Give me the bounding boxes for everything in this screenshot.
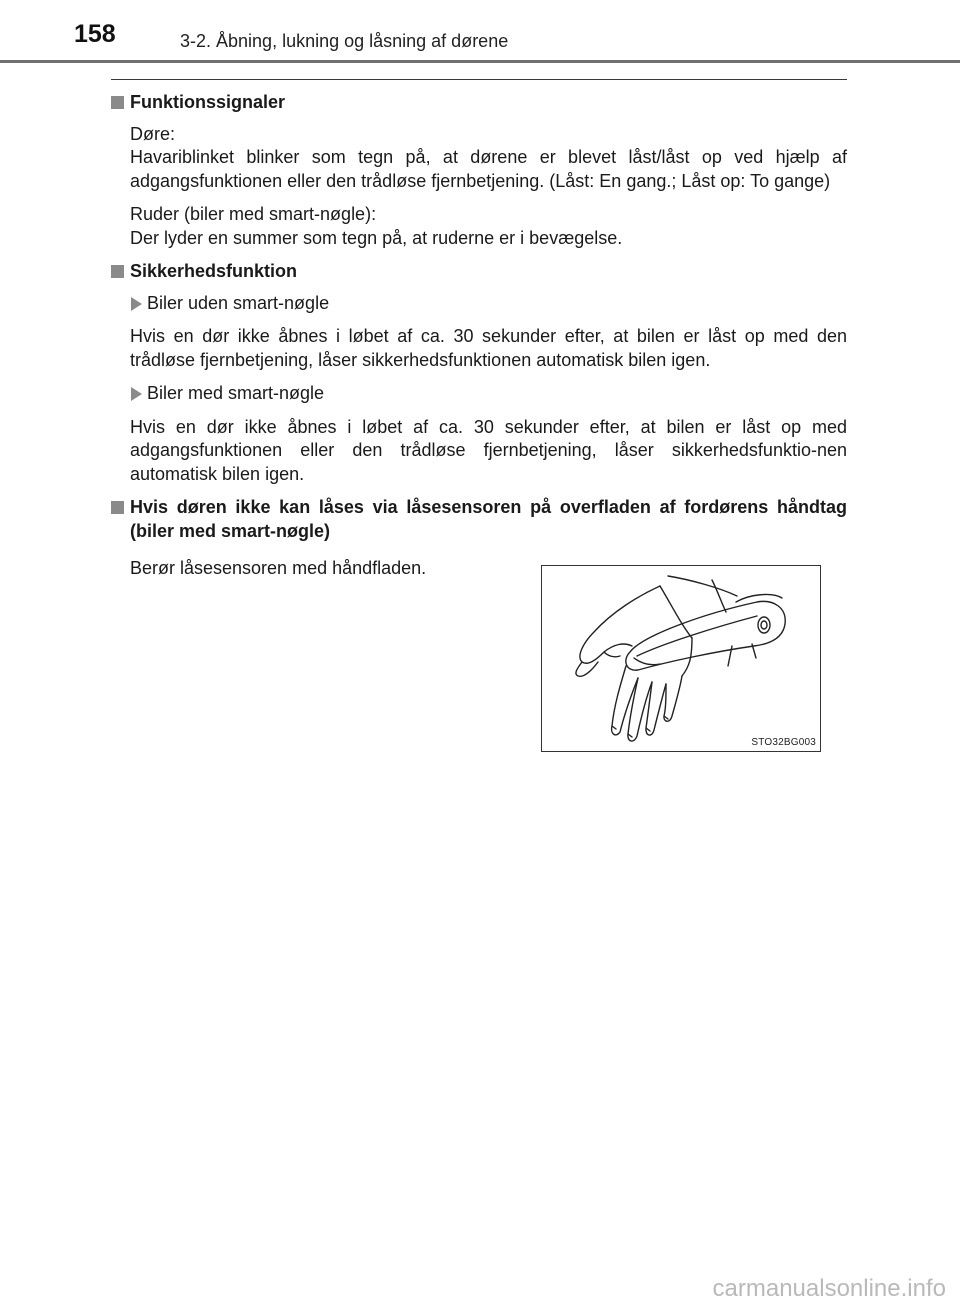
page-content bbox=[111, 91, 847, 581]
hand-on-door-handle-icon bbox=[542, 566, 820, 751]
section-heading-text: Hvis døren ikke kan låses via låsesensoren på overfladen af fordørens håndtag (biler med smart-nøgle) bbox=[130, 497, 847, 541]
square-bullet-icon bbox=[111, 265, 124, 278]
page-number: 158 bbox=[74, 20, 116, 48]
header-divider bbox=[0, 60, 960, 63]
square-bullet-icon bbox=[111, 96, 124, 109]
figure-code: STO32BG003 bbox=[751, 737, 816, 748]
triangle-bullet-icon bbox=[131, 297, 142, 311]
paragraph-windows-label: Ruder (biler med smart-nøgle): bbox=[130, 204, 377, 224]
paragraph-lock-sensor: Berør låsesensoren med håndfladen. bbox=[130, 558, 427, 578]
paragraph-with-smart-key: Hvis en dør ikke åbnes i løbet af ca. 30 sekunder efter, at bilen er låst op med adgangsfunktionen eller den trådløse fjernbetjening, låser sikkerhedsfunktio-nen automatisk bilen igen. bbox=[130, 416, 847, 484]
section-heading-funktionssignaler bbox=[111, 91, 847, 115]
subheading-text: Biler med smart-nøgle bbox=[147, 383, 325, 403]
square-bullet-icon bbox=[111, 501, 124, 514]
chapter-title: 3-2. Åbning, lukning og låsning af dørene bbox=[180, 31, 509, 51]
watermark: carmanualsonline.info bbox=[712, 1275, 946, 1302]
hand-on-door-handle-illustration bbox=[541, 565, 821, 752]
subheading-text: Biler uden smart-nøgle bbox=[147, 292, 330, 313]
paragraph-doors-label: Døre: bbox=[130, 123, 175, 144]
section-heading-text: Sikkerhedsfunktion bbox=[130, 261, 298, 281]
page-header bbox=[0, 0, 960, 62]
subheading-without-smart-key bbox=[111, 292, 847, 316]
paragraph-doors-text: Havariblinket blinker som tegn på, at dørene er blevet låst/låst op ved hjælp af adgangsfunktionen eller den trådløse fjernbetjening. (Låst: En gang.; Låst op: To gange) bbox=[130, 147, 847, 191]
section-heading-lock-sensor bbox=[111, 496, 847, 543]
triangle-bullet-icon bbox=[131, 387, 142, 401]
section-heading-text: Funktionssignaler bbox=[130, 92, 286, 112]
subheading-with-smart-key bbox=[111, 382, 847, 406]
section-heading-sikkerhedsfunktion bbox=[111, 260, 847, 284]
paragraph-windows-text: Der lyder en summer som tegn på, at ruderne er i bevægelse. bbox=[130, 227, 623, 248]
content-divider bbox=[111, 79, 847, 80]
paragraph-without-smart-key: Hvis en dør ikke åbnes i løbet af ca. 30 sekunder efter, at bilen er låst op med den trådløse fjernbetjening, låser sikkerhedsfunktionen automatisk bilen igen. bbox=[130, 326, 847, 370]
